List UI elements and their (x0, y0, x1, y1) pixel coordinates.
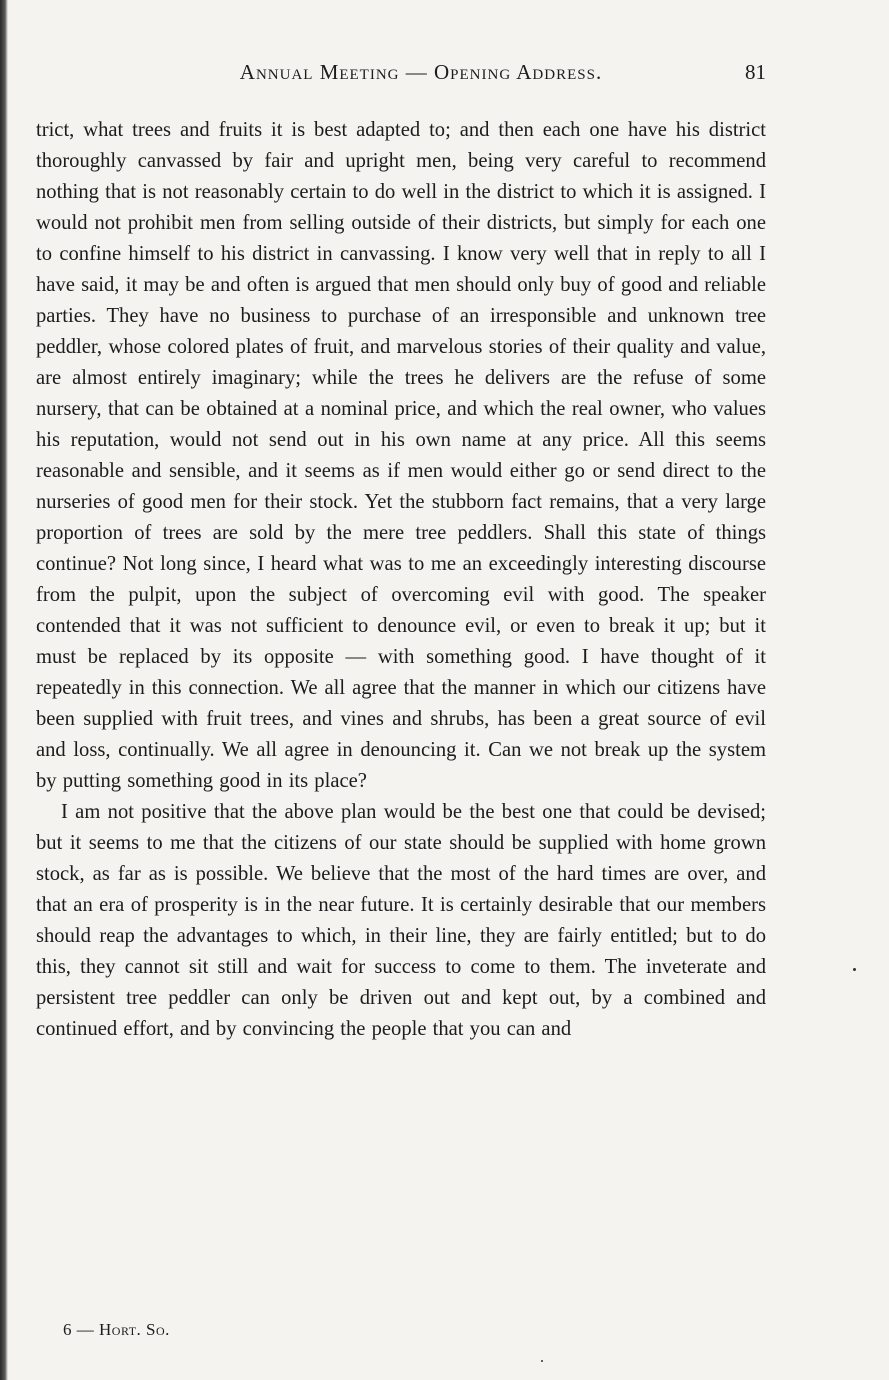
paragraph: I am not positive that the above plan would be the best one that could be devised; but it seems to me that the citizens of our state should be supplied with home grown stock, as far as is possible. We believe that the most of the hard times are over, and that an era of prosperity is in the near future. It is certainly desirable that our members should reap the advantages to which, in their line, they are fairly entitled; but to do this, they cannot sit still and wait for success to come to them. The inveterate and persistent tree peddler can only be driven out and kept out, by a combined and continued effort, and by convincing the people that you can and (36, 801, 766, 1040)
signature-mark: 6 — Hort. So. (63, 1320, 170, 1339)
running-head-title: Annual Meeting — Opening Address. (239, 60, 603, 84)
ink-speck (853, 968, 856, 971)
binding-edge (0, 0, 8, 1380)
paragraph: trict, what trees and fruits it is best adapted to; and then each one have his district thoroughly canvassed by fair and upright men, being very careful to recommend nothing that is not reasonably certain to do well in the district to which it is assigned. I would not prohibit men from selling outside of their districts, but simply for each one to confine himself to his district in canvassing. I know very well that in reply to all I have said, it may be and often is argued that men should only buy of good and reliable parties. They have no business to purchase of an irresponsible and unknown tree peddler, whose colored plates of fruit, and marvelous stories of their quality and value, are almost entirely imaginary; while the trees he delivers are the refuse of some nursery, that can be obtained at a nominal price, and which the real owner, who values his reputation, would not send out in his own name at any price. All this seems reasonable and sensible, and it seems as if men would either go or send direct to the nurseries of good men for their stock. Yet the stubborn fact remains, that a very large proportion of trees are sold by the mere tree peddlers. Shall this state of things continue? Not long since, I heard what was to me an exceedingly interesting discourse from the pulpit, upon the subject of overcoming evil with good. The speaker contended that it was not sufficient to denounce evil, or even to break it up; but it must be replaced by its opposite — with something good. I have thought of it repeatedly in this connection. We all agree that the manner in which our citizens have been supplied with fruit trees, and vines and shrubs, has been a great source of evil and loss, continually. We all agree in denouncing it. Can we not break up the system by putting something good in its place? (36, 119, 766, 792)
body-text (36, 115, 766, 1045)
running-head (36, 60, 766, 86)
page (36, 60, 766, 1045)
ink-speck (541, 1360, 543, 1362)
page-number: 81 (745, 60, 766, 84)
